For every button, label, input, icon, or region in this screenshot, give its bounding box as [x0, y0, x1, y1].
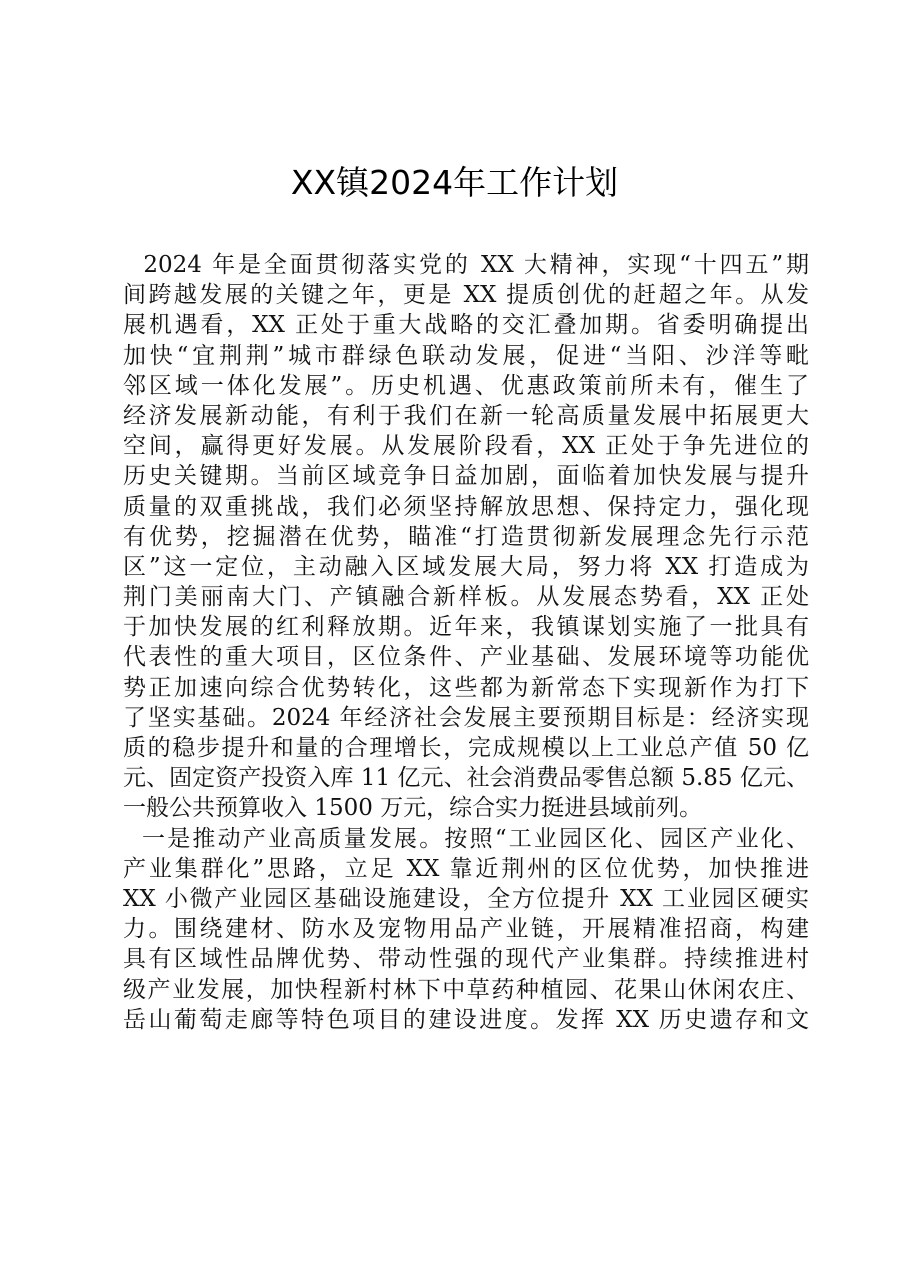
text-line: 力。围绕建材、防水及宠物用品产业链，开展精准招商，构建	[123, 916, 809, 943]
text-line: 势正加速向综合优势转化，这些都为新常态下实现新作为打下	[123, 674, 809, 701]
text-line: XX 小微产业园区基础设施建设，全方位提升 XX 工业园区硬实	[123, 885, 809, 912]
text-line: 一般公共预算收入 1500 万元，综合实力挺进县域前列。	[123, 795, 703, 822]
text-line: 级产业发展，加快程新村林下中草药种植园、花果山休闲农庄、	[123, 976, 809, 1003]
document-title: XX镇2024年工作计划	[290, 163, 619, 202]
text-line: 区”这一定位，主动融入区域发展大局，努力将 XX 打造成为	[123, 553, 809, 580]
text-line: 2024 年是全面贯彻落实党的 XX 大精神，实现“十四五”期	[123, 252, 809, 278]
document-body	[123, 250, 809, 1035]
text-line: 历史关键期。当前区域竞争日益加剧，面临着加快发展与提升	[123, 463, 809, 490]
text-line: 邻区域一体化发展”。历史机遇、优惠政策前所未有，催生了	[123, 372, 809, 399]
text-line: 岳山葡萄走廊等特色项目的建设进度。发挥 XX 历史遗存和文	[123, 1006, 809, 1033]
text-line: 荆门美丽南大门、产镇融合新样板。从发展态势看，XX 正处	[123, 584, 809, 611]
text-line: 具有区域性品牌优势、带动性强的现代产业集群。持续推进村	[123, 946, 809, 973]
text-line: 代表性的重大项目，区位条件、产业基础、发展环境等功能优	[123, 644, 809, 671]
text-line: 了坚实基础。2024 年经济社会发展主要预期目标是：经济实现	[123, 704, 809, 731]
text-line: 加快“宜荆荆”城市群绿色联动发展，促进“当阳、沙洋等毗	[123, 342, 809, 369]
text-line: 质的稳步提升和量的合理增长，完成规模以上工业总产值 50 亿	[123, 735, 809, 761]
text-line: 间跨越发展的关键之年，更是 XX 提质创优的赶超之年。从发	[123, 282, 809, 309]
text-line: 空间，赢得更好发展。从发展阶段看，XX 正处于争先进位的	[123, 433, 809, 460]
text-line: 展机遇看，XX 正处于重大战略的交汇叠加期。省委明确提出	[123, 312, 809, 339]
text-line: 有优势，挖掘潜在优势，瞄准“打造贯彻新发展理念先行示范	[123, 523, 809, 550]
text-line: 产业集群化”思路，立足 XX 靠近荆州的区位优势，加快推进	[123, 855, 809, 882]
text-line: 于加快发展的红利释放期。近年来，我镇谋划实施了一批具有	[123, 614, 809, 641]
text-line: 经济发展新动能，有利于我们在新一轮高质量发展中拓展更大	[123, 402, 809, 429]
text-line: 元、固定资产投资入库 11 亿元、社会消费品零售总额 5.85 亿元、	[123, 765, 809, 792]
text-line: 质量的双重挑战，我们必须坚持解放思想、保持定力，强化现	[123, 493, 809, 520]
text-line: 一是推动产业高质量发展。按照“工业园区化、园区产业化、	[123, 825, 809, 852]
